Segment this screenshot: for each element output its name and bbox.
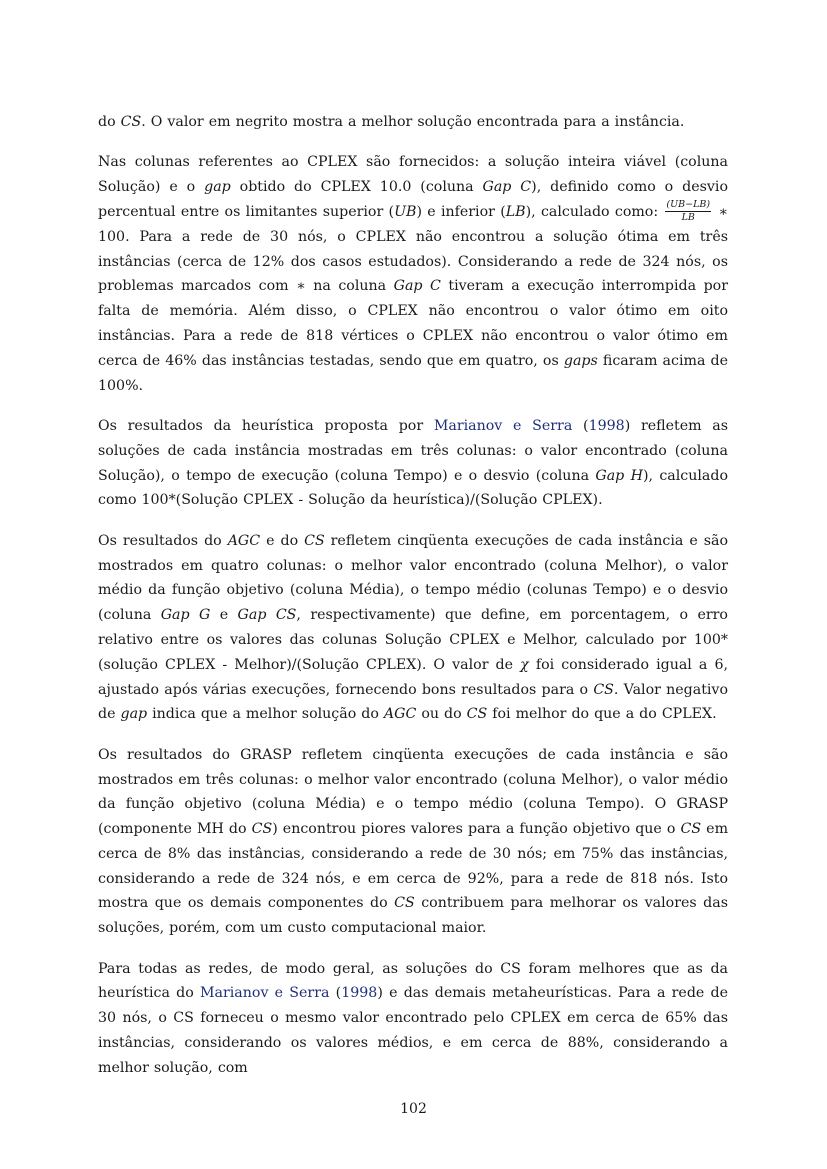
italic-term: gap	[120, 706, 148, 723]
italic-term: Gap CS	[237, 607, 297, 624]
italic-term: AGC	[227, 532, 261, 549]
italic-term: CS	[466, 706, 488, 723]
italic-term: Gap H	[595, 467, 643, 484]
paragraph: Os resultados do GRASP refletem cinqüenta execuções de cada instância e são mostrados em três colunas: o melhor valor encontrado (coluna Melhor), o valor médio da função objetivo (coluna Média) e o tempo médio (coluna Tempo). O GRASP (componente MH do CS) encontrou piores valores para a função objetivo que o CS em cerca de 8% das instâncias, considerando a rede de 30 nós; em 75% das instâncias, considerando a rede de 324 nós, e em cerca de 92%, para a rede de 818 nós. Isto mostra que os demais componentes do CS contribuem para melhorar os valores das soluções, porém, com um custo computacional maior.	[98, 746, 729, 937]
italic-term: CS	[251, 821, 273, 838]
italic-term: AGC	[383, 706, 417, 723]
paragraph: do CS. O valor em negrito mostra a melhor solução encontrada para a instância.	[98, 114, 685, 130]
italic-term: UB	[394, 203, 417, 220]
body-text	[98, 110, 728, 1096]
italic-term: CS	[593, 681, 614, 698]
italic-term: gaps	[563, 352, 598, 369]
citation-link[interactable]: 1998	[588, 417, 625, 434]
italic-term: χ	[520, 656, 529, 673]
italic-term: CS	[120, 114, 142, 130]
citation-link[interactable]: Marianov e Serra	[200, 985, 330, 1002]
italic-term: Gap C	[482, 179, 532, 196]
italic-term: Gap C	[393, 278, 441, 295]
citation-link[interactable]: Marianov e Serra	[433, 417, 573, 434]
italic-term: gap	[204, 179, 231, 196]
italic-term: CS	[680, 821, 702, 838]
italic-term: Gap G	[160, 607, 211, 624]
paragraph: Os resultados da heurística proposta por Marianov e Serra (1998) refletem as soluções de cada instância mostradas em três colunas: o valor encontrado (coluna Solução), o tempo de execução (coluna Tempo) e o desvio (coluna Gap H), calculado como 100*(Solução CPLEX - Solução da heurística)/(Solução CPLEX).	[98, 417, 729, 509]
italic-term: CS	[304, 532, 325, 549]
page-number: 102	[400, 1101, 427, 1117]
paragraph: Nas colunas referentes ao CPLEX são fornecidos: a solução inteira viável (coluna Solução) e o gap obtido do CPLEX 10.0 (coluna Gap C), definido como o desvio percentual entre os limitantes superior (UB) e inferior (LB), calculado como: $\frac{(UB-LB)}{LB}$ ∗ 100. Para a rede de 30 nós, o CPLEX não encontrou a solução ótima em três instâncias (cerca de 12% dos casos estudados). Considerando a rede de 324 nós, os problemas marcados com ∗ na coluna Gap C tiveram a execução interrompida por falta de memória. Além disso, o CPLEX não encontrou o valor ótimo em oito instâncias. Para a rede de 818 vértices o CPLEX não encontrou o valor ótimo em cerca de 46% das instâncias testadas, sendo que em quatro, os gaps ficaram acima de 100%.	[98, 154, 729, 394]
italic-term: LB	[505, 203, 526, 220]
paragraph: Os resultados do AGC e do CS refletem cinqüenta execuções de cada instância e são mostrados em quatro colunas: o melhor valor encontrado (coluna Melhor), o valor médio da função objetivo (coluna Média), o tempo médio (colunas Tempo) e o desvio (coluna Gap G e Gap CS, respectivamente) que define, em porcentagem, o erro relativo entre os valores das colunas Solução CPLEX e Melhor, calculado por 100*(solução CPLEX - Melhor)/(Solução CPLEX). O valor de χ foi considerado igual a 6, ajustado após várias execuções, fornecendo bons resultados para o CS. Valor negativo de gap indica que a melhor solução do AGC ou do CS foi melhor do que a do CPLEX.	[98, 532, 728, 723]
fraction: $\frac{(UB-LB)}{LB}$	[666, 199, 711, 224]
citation-link[interactable]: 1998	[341, 985, 378, 1002]
paragraph: Para todas as redes, de modo geral, as soluções do CS foram melhores que as da heurística do Marianov e Serra (1998) e das demais metaheurísticas. Para a rede de 30 nós, o CS forneceu o mesmo valor encontrado pelo CPLEX em cerca de 65% das instâncias, considerando os valores médios, e em cerca de 88%, considerando a melhor solução, com	[98, 960, 729, 1076]
italic-term: CS	[394, 895, 415, 912]
